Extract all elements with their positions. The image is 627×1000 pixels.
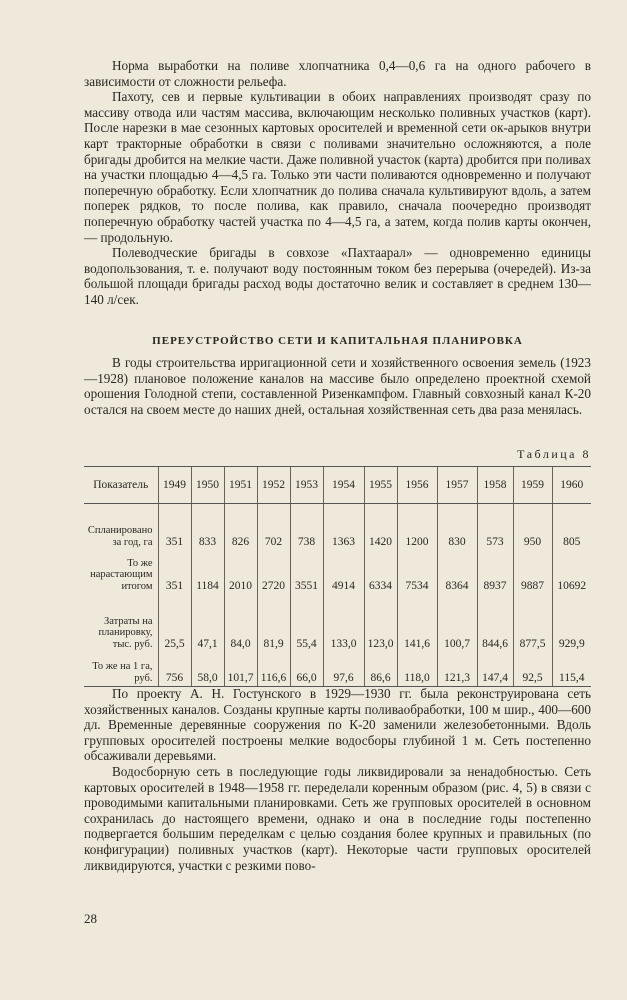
- table-cell: 9887: [513, 550, 552, 594]
- text-block-top: [84, 58, 591, 308]
- table-cell: 950: [513, 504, 552, 551]
- paragraph: В годы строительства ирригационной сети и хозяйственного освоения земель (1923—1928) плановое положение каналов на массиве было определено проектной схемой орошения Голодной степи, составленной Ризенкампфом. Главный совхозный канал К-20 остался на своем месте до наших дней, остальная хозяйственная сеть два раза менялась.: [84, 355, 591, 417]
- table-cell: 1184: [191, 550, 224, 594]
- table-label: Таблица 8: [517, 447, 591, 461]
- table-cell: 133,0: [323, 594, 364, 652]
- section-title: ПЕРЕУСТРОЙСТВО СЕТИ И КАПИТАЛЬНАЯ ПЛАНИРОВКА: [152, 335, 523, 347]
- table-cell: 101,7: [224, 652, 257, 687]
- table-cell: 573: [477, 504, 513, 551]
- year-header: 1960: [552, 467, 591, 504]
- year-header: 1953: [290, 467, 323, 504]
- table-cell: 826: [224, 504, 257, 551]
- table-cell: 7534: [397, 550, 437, 594]
- table-row: [84, 652, 591, 687]
- table-cell: 123,0: [364, 594, 397, 652]
- table-cell: 4914: [323, 550, 364, 594]
- table-cell: 147,4: [477, 652, 513, 687]
- paragraph: Водосборную сеть в последующие годы ликвидировали за ненадобностью. Сеть картовых оросителей в 1948—1958 гг. переделали коренным образом (рис. 4, 5) в связи с проводимыми капитальными планировками. Сеть же групповых оросителей в основном сохранилась до настоящего времени, однако и она в последние годы постепенно подвергается большим переделкам с целью создания более крупных и правильных (по конфигурации) поливных участков (карт). Некоторые части групповых оросителей ликвидируются, участки с резкими пово-: [84, 763, 591, 873]
- table-cell: 1420: [364, 504, 397, 551]
- paragraph: По проекту А. Н. Гостунского в 1929—1930 гг. была реконструирована сеть хозяйственных каналов. Созданы крупные карты поливаобработки, 100 м шир., 400—600 дл. Временные деревянные сооружения по К-20 заменили железобетонными. Вдоль групповых оросителей построены мелкие водосборы глубиной 1 м. Сеть постепенно обсаживали деревьями.: [84, 686, 591, 764]
- table-cell: 81,9: [257, 594, 290, 652]
- paragraph: Полеводческие бригады в совхозе «Пахтаарал» — одновременно единицы водопользования, т. е. получают воду постоянным током без перерыва (очередей). Из-за большой площади бригады расход воды достаточно велик и составляет в среднем 130—140 л/сек.: [84, 245, 591, 307]
- table-cell: 84,0: [224, 594, 257, 652]
- table-cell: 702: [257, 504, 290, 551]
- table-cell: 58,0: [191, 652, 224, 687]
- table-cell: 877,5: [513, 594, 552, 652]
- row-label: Спланировано за год, га: [87, 525, 153, 548]
- year-header: 1949: [158, 467, 191, 504]
- table-cell: 86,6: [364, 652, 397, 687]
- table-cell: 115,4: [552, 652, 591, 687]
- table-cell: 2720: [257, 550, 290, 594]
- table-cell: 55,4: [290, 594, 323, 652]
- table-cell: 121,3: [437, 652, 477, 687]
- year-header: 1955: [364, 467, 397, 504]
- row-label: Затраты на планировку, тыс. руб.: [98, 615, 153, 650]
- text-block-bottom: [84, 686, 591, 873]
- row-label: То же на 1 га, руб.: [84, 652, 158, 687]
- table-row: [84, 504, 591, 551]
- year-header: 1952: [257, 467, 290, 504]
- year-header: 1959: [513, 467, 552, 504]
- header-label: Показатель: [84, 467, 158, 504]
- paragraph: Пахоту, сев и первые культивации в обоих направлениях производят сразу по массиву отвода или частям массива, включающим несколько поливных участков (карт). После нарезки в мае сезонных картовых оросителей и временной сети ок-арыков внутри карт тракторные обработки в связи с поливами значительно осложняются, а поле бригады дробится на мелкие части. Даже поливной участок (карта) дробится при поливах на участки площадью 4—4,5 га. Только эти части поливаются одновременно и получают поперечную обработку. Если хлопчатник до полива сначала культивируют вдоль, а затем поперек рядков, то после полива, как правило, сначала поочередно производят поперечную обработку частей участка по 4—4,5 га, а затем, когда полив карты окончен, — продольную.: [84, 89, 591, 245]
- table-cell: 833: [191, 504, 224, 551]
- year-header: 1951: [224, 467, 257, 504]
- table-cell: 118,0: [397, 652, 437, 687]
- year-header: 1956: [397, 467, 437, 504]
- table-cell: 351: [158, 550, 191, 594]
- data-table: [84, 466, 591, 687]
- table-cell: 8937: [477, 550, 513, 594]
- table-cell: 756: [158, 652, 191, 687]
- table-cell: 8364: [437, 550, 477, 594]
- table-cell: 141,6: [397, 594, 437, 652]
- table-cell: 805: [552, 504, 591, 551]
- table-cell: 10692: [552, 550, 591, 594]
- table-cell: 6334: [364, 550, 397, 594]
- year-header: 1958: [477, 467, 513, 504]
- table-cell: 92,5: [513, 652, 552, 687]
- table-cell: 116,6: [257, 652, 290, 687]
- table-cell: 47,1: [191, 594, 224, 652]
- table-cell: 100,7: [437, 594, 477, 652]
- table-row: [84, 550, 591, 594]
- table-cell: 929,9: [552, 594, 591, 652]
- paragraph: Норма выработки на поливе хлопчатника 0,4—0,6 га на одного рабочего в зависимости от сложности рельефа.: [84, 58, 591, 89]
- table-cell: 738: [290, 504, 323, 551]
- table-cell: 830: [437, 504, 477, 551]
- text-block-middle: [84, 355, 591, 417]
- table-header-row: [84, 467, 591, 504]
- table-cell: 1363: [323, 504, 364, 551]
- year-header: 1957: [437, 467, 477, 504]
- table-cell: 25,5: [158, 594, 191, 652]
- table-cell: 1200: [397, 504, 437, 551]
- page-number: 28: [84, 911, 97, 926]
- table-cell: 97,6: [323, 652, 364, 687]
- table-cell: 3551: [290, 550, 323, 594]
- table-row: [84, 594, 591, 652]
- year-header: 1950: [191, 467, 224, 504]
- table-cell: 351: [158, 504, 191, 551]
- table-cell: 844,6: [477, 594, 513, 652]
- table-cell: 66,0: [290, 652, 323, 687]
- year-header: 1954: [323, 467, 364, 504]
- row-label: То же нарастающим итогом: [90, 557, 153, 592]
- table-cell: 2010: [224, 550, 257, 594]
